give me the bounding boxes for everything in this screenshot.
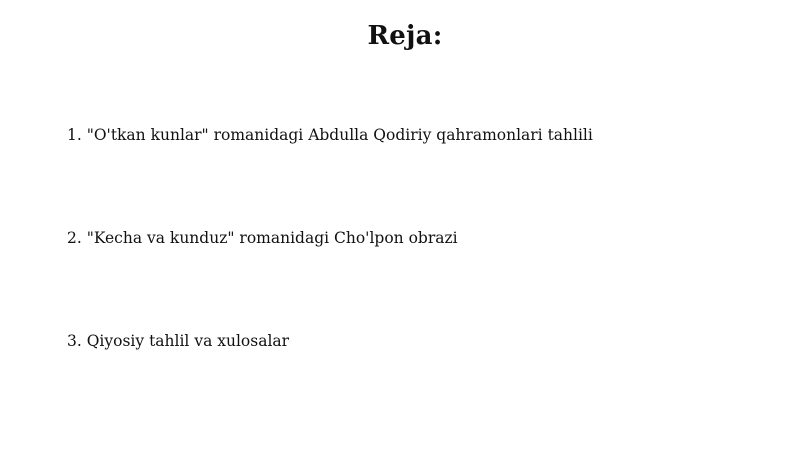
plan-item-2: 2. "Kecha va kunduz" romanidagi Cho'lpon obrazi [67,229,458,247]
plan-item-1: 1. "O'tkan kunlar" romanidagi Abdulla Qodiriy qahramonlari tahlili [67,126,593,144]
slide-title: Reja: [367,21,443,51]
plan-item-3: 3. Qiyosiy tahlil va xulosalar [67,332,290,350]
